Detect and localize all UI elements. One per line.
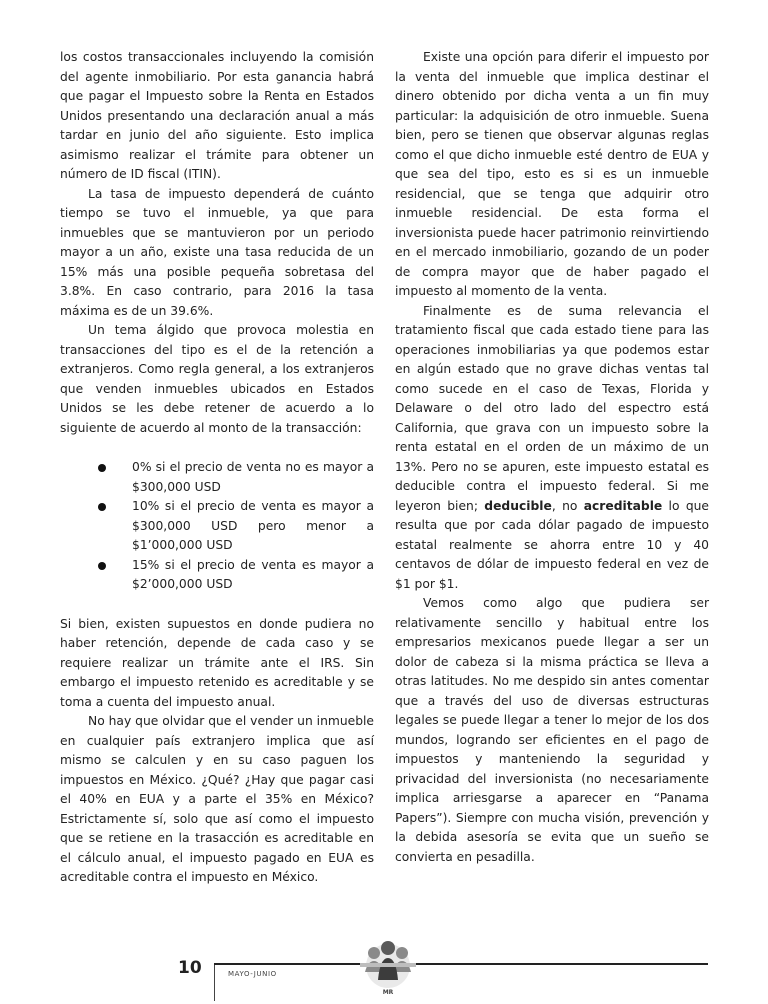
bold-term: acreditable: [583, 498, 663, 513]
list-item: [60, 497, 374, 556]
list-item: [60, 458, 374, 497]
text-run: Finalmente es de suma relevancia el tratamiento fiscal que cada estado tiene para las operaciones inmobiliarias ya que podemos estar en algún estado que no grave dichas ventas tal como sucede en el caso de Texas, Florida y Delaware o del otro lado del espectro está California, que grava con un impuesto sobre la renta estatal en el orden de un máximo de un 13%. Pero no se apuren, este impuesto estatal es deducible contra el impuesto federal. Si me leyeron bien;: [395, 303, 709, 513]
withholding-rates-list: [60, 458, 374, 595]
page-number: 10: [178, 958, 202, 978]
list-item: [60, 556, 374, 595]
list-item-text: 10% si el precio de venta es mayor a $300,000 USD pero menor a $1’000,000 USD: [132, 499, 374, 552]
bold-term: deducible: [484, 498, 552, 513]
right-column: [395, 48, 709, 867]
footer-rule: [214, 963, 708, 965]
bullet-icon: [98, 562, 106, 570]
footer-divider: [214, 963, 215, 1001]
paragraph: Existe una opción para diferir el impuesto por la venta del inmueble que implica destinar el dinero obtenido por dicha venta a un fin muy particular: la adquisición de otro inmueble. Suena bien, pero se tienen que observar algunas reglas como el que dicho inmueble esté dentro de EUA y que sea del tipo, esto es si es un inmueble residencial, que se tenga que adquirir otro inmueble residencial. De esta forma el inversionista puede hacer patrimonio reinvirtiendo en el mercado inmobiliario, gozando de un poder de compra mayor que de haber pagado el impuesto al momento de la venta.: [395, 50, 709, 298]
text-run: , no: [551, 498, 584, 513]
bullet-icon: [98, 464, 106, 472]
people-group-logo-icon: [356, 936, 420, 1002]
left-column: [60, 48, 374, 888]
paragraph: Vemos como algo que pudiera ser relativamente sencillo y habitual entre los empresarios mexicanos puede llegar a ser un dolor de cabeza si la misma práctica se lleva a otras latitudes. No me despido sin antes comentar que a través del uso de diversas estructuras legales se puede llegar a tener lo mejor de los dos mundos, logrando ser eficientes en el pago de impuestos y manteniendo la seguridad y privacidad del inversionista (no necesariamente implica arriesgarse a aparecer en “Panama Papers”). Siempre con mucha visión, prevención y la debida asesoría se evita que un sueño se convierta en pesadilla.: [395, 596, 709, 864]
bullet-icon: [98, 503, 106, 511]
paragraph: No hay que olvidar que el vender un inmueble en cualquier país extranjero implica que así mismo se calculen y en su caso paguen los impuestos en México. ¿Qué? ¿Hay que pagar casi el 40% en EUA y a parte el 35% en México? Estrictamente sí, solo que así como el impuesto que se retiene en la trasacción es acreditable en el cálculo anual, el impuesto pagado en EUA es acreditable contra el impuesto en México.: [60, 714, 374, 884]
paragraph: Un tema álgido que provoca molestia en transacciones del tipo es el de la retención a extranjeros. Como regla general, a los extranjeros que venden inmuebles ubicados en Estados Unidos se les debe retener de acuerdo a lo siguiente de acuerdo al monto de la transacción:: [60, 323, 374, 435]
paragraph: los costos transaccionales incluyendo la comisión del agente inmobiliario. Por esta ganancia habrá que pagar el Impuesto sobre la Renta en Estados Unidos presentando una declaración anual a más tardar en junio del año siguiente. Esto implica asimismo realizar el trámite para obtener un número de ID fiscal (ITIN).: [60, 50, 374, 181]
text-run: lo que resulta que por cada dólar pagado de impuesto estatal realmente se ahorra entre 10 y 40 centavos de dólar de impuesto federal en vez de $1 por $1.: [395, 498, 709, 591]
list-item-text: 0% si el precio de venta no es mayor a $300,000 USD: [132, 460, 374, 494]
logo-text: MR: [382, 989, 394, 996]
paragraph: La tasa de impuesto dependerá de cuánto tiempo se tuvo el inmueble, ya que para inmuebles que se mantuvieron por un periodo mayor a un año, existe una tasa reducida de un 15% más una posible pequeña sobretasa del 3.8%. En caso contrario, para 2016 la tasa máxima es de un 39.6%.: [60, 186, 374, 318]
paragraph: Si bien, existen supuestos en donde pudiera no haber retención, depende de cada caso y se requiere realizar un trámite ante el IRS. Sin embargo el impuesto retenido es acreditable y se toma a cuenta del impuesto anual.: [60, 616, 374, 709]
issue-label: MAYO-JUNIO: [228, 970, 277, 978]
list-item-text: 15% si el precio de venta es mayor a $2’000,000 USD: [132, 557, 374, 591]
paragraph: [395, 302, 709, 595]
